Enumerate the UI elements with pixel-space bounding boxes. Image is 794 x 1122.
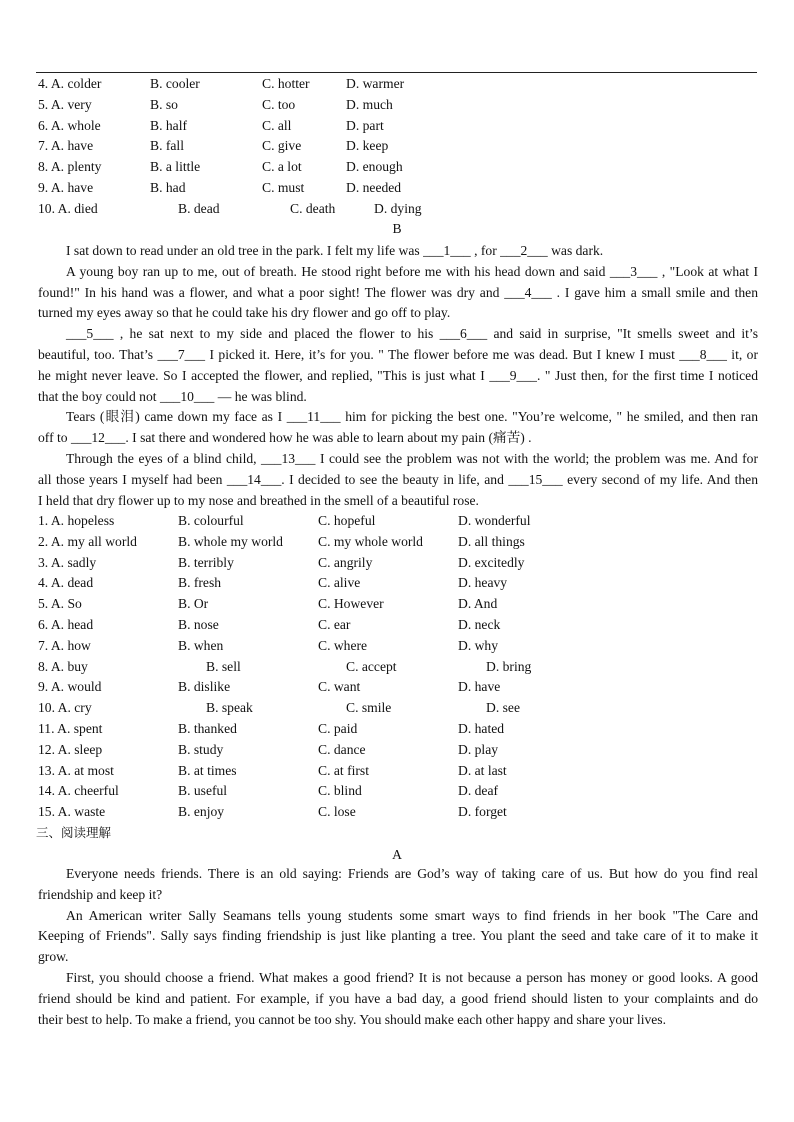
option-row	[0, 719, 794, 739]
option-choice: C. blind	[318, 783, 362, 799]
option-choice: D. all things	[458, 533, 525, 549]
paragraph-line: friendship and keep it?	[38, 886, 163, 902]
option-choice: 7. A. how	[38, 637, 91, 653]
option-choice: D. see	[486, 700, 520, 716]
option-choice: 12. A. sleep	[38, 741, 103, 757]
option-choice: 5. A. So	[38, 596, 82, 612]
option-choice: C. my whole world	[318, 533, 423, 549]
paragraph-line: friend should be kind and patient. For example, if you have a bad day, a good friend should listen to your complaints and do	[38, 990, 758, 1006]
option-choice: 2. A. my all world	[38, 533, 137, 549]
option-choice: B. study	[178, 741, 224, 757]
option-choice: D. keep	[346, 138, 389, 154]
option-choice: D. heavy	[458, 575, 508, 591]
option-choice: 8. A. plenty	[38, 159, 102, 175]
paragraph-line: turned my eyes away so that he could take his dry flower and go off to play.	[38, 305, 451, 321]
option-row	[0, 740, 794, 760]
option-choice: C. give	[262, 138, 302, 154]
option-choice: C. angrily	[318, 554, 373, 570]
option-choice: D. enough	[346, 159, 403, 175]
paragraph-line: beautiful, too. That’s ___7___ I picked it. Here, it’s for you. " The flower before me was dead. But I knew I must ___8___ it, or	[38, 346, 758, 362]
option-choice: C. lose	[318, 804, 356, 820]
option-choice: C. hopeful	[318, 513, 376, 528]
option-choice: C. accept	[346, 658, 397, 674]
option-choice: 3. A. sadly	[38, 554, 97, 570]
option-choice: 14. A. cheerful	[38, 783, 119, 799]
option-choice: C. hotter	[262, 76, 310, 91]
option-choice: B. Or	[178, 596, 209, 612]
option-choice: B. half	[150, 117, 187, 133]
option-choice: 8. A. buy	[38, 658, 88, 674]
option-choice: C. dance	[318, 741, 366, 757]
option-row	[0, 553, 794, 573]
option-choice: D. warmer	[346, 76, 405, 91]
option-choice: D. much	[346, 96, 393, 112]
option-choice: B. whole my world	[178, 533, 283, 549]
paragraph-line: Everyone needs friends. There is an old saying: Friends are God’s way of taking care of us. But how do you find real	[66, 866, 758, 881]
option-choice: C. too	[262, 96, 296, 112]
option-choice: B. when	[178, 637, 224, 653]
option-row	[0, 573, 794, 593]
option-choice: D. part	[346, 117, 384, 133]
option-choice: 10. A. cry	[38, 700, 92, 716]
option-choice: C. want	[318, 679, 361, 695]
option-choice: D. wonderful	[458, 513, 531, 528]
paragraph-line: he might never leave. So I accepted the flower, and replied, "This is just what I ___9___. " Just then, for the first time I noticed	[38, 367, 758, 383]
option-row	[0, 657, 794, 677]
option-choice: D. at last	[458, 762, 507, 778]
option-row	[0, 116, 794, 136]
option-choice: B. had	[150, 180, 186, 195]
paragraph-line: their best to help. To make a friend, you cannot be too shy. You should make each other happy and share your lives.	[38, 1011, 666, 1027]
option-choice: C. a lot	[262, 159, 302, 175]
option-choice: B. thanked	[178, 721, 237, 736]
option-choice: 9. A. have	[38, 180, 94, 195]
option-choice: D. forget	[458, 804, 507, 820]
option-choice: B. enjoy	[178, 804, 225, 820]
paragraph-line: off to ___12___. I sat there and wondered how he was able to learn about my pain (痛苦) .	[38, 430, 532, 446]
option-choice: C. ear	[318, 617, 351, 632]
paragraph-line: I held that dry flower up to my nose and breathed in the smell of a beautiful rose.	[38, 492, 479, 508]
option-row	[0, 636, 794, 656]
option-choice: D. needed	[346, 180, 402, 195]
paragraph-line: grow.	[38, 949, 69, 965]
option-choice: C. alive	[318, 575, 361, 591]
option-choice: D. excitedly	[458, 554, 525, 570]
option-choice: 4. A. dead	[38, 575, 94, 591]
paragraph-line: First, you should choose a friend. What makes a good friend? It is not because a person has money or good looks. A good	[66, 969, 758, 985]
paragraph-line: found!" In his hand was a flower, and what a poor sight! The flower was dry and ___4___ . I gave him a small smile and then	[38, 284, 758, 300]
option-choice: C. must	[262, 180, 305, 195]
option-choice: 1. A. hopeless	[38, 513, 115, 528]
option-choice: 6. A. whole	[38, 117, 101, 133]
option-choice: C. where	[318, 637, 368, 653]
option-choice: D. And	[458, 596, 498, 612]
option-choice: 13. A. at most	[38, 762, 114, 778]
option-choice: D. deaf	[458, 783, 499, 799]
section-3-heading: 三、阅读理解	[36, 825, 112, 840]
option-choice: 15. A. waste	[38, 804, 106, 820]
option-choice: D. have	[458, 679, 501, 695]
option-choice: C. death	[290, 200, 336, 216]
option-choice: C. all	[262, 117, 292, 133]
option-choice: 6. A. head	[38, 617, 94, 632]
option-choice: D. hated	[458, 721, 505, 736]
paragraph-line: Through the eyes of a blind child, ___13___ I could see the problem was not with the world; the problem was me. And for	[66, 450, 758, 466]
option-row	[0, 178, 794, 198]
option-choice: 7. A. have	[38, 138, 94, 154]
paragraph-line: ___5___ , he sat next to my side and placed the flower to his ___6___ and said in surprise, "It smells sweet and it’s	[66, 326, 758, 342]
passage-b	[38, 241, 758, 511]
option-choice: B. sell	[206, 658, 241, 674]
header-rule	[36, 72, 757, 73]
option-choice: D. bring	[486, 658, 532, 674]
section-b-label: B	[392, 221, 402, 236]
option-row	[0, 615, 794, 635]
paragraph-line: all those years I myself had been ___14___. I decided to see the beauty in life, and ___15___ every second of my life. And then	[38, 471, 758, 487]
option-row	[0, 761, 794, 781]
option-choice: D. why	[458, 637, 499, 653]
option-row	[0, 781, 794, 801]
option-row	[0, 199, 794, 219]
option-row	[0, 157, 794, 177]
option-choice: B. a little	[150, 159, 201, 175]
option-row	[0, 136, 794, 156]
option-choice: D. neck	[458, 617, 501, 632]
option-row	[0, 95, 794, 115]
option-row	[0, 677, 794, 697]
option-row	[0, 532, 794, 552]
paragraph-line: Keeping of Friends". Sally says finding friendship is just like planting a tree. You plant the seed and take care of it to make it	[38, 928, 758, 944]
option-choice: C. smile	[346, 700, 392, 716]
option-choice: D. play	[458, 741, 499, 757]
option-choice: 5. A. very	[38, 96, 92, 112]
section-a-label: A	[392, 847, 402, 862]
option-choice: 4. A. colder	[38, 76, 102, 91]
option-choice: B. fresh	[178, 575, 222, 591]
option-choice: B. fall	[150, 138, 184, 154]
paragraph-line: A young boy ran up to me, out of breath. He stood right before me with his head down and said ___3___ , "Look at what I	[66, 263, 758, 279]
option-choice: B. colourful	[178, 513, 244, 528]
passage-a	[38, 864, 758, 1030]
option-choice: B. dislike	[178, 679, 231, 695]
paragraph-line: Tears (眼泪) came down my face as I ___11___ him for picking the best one. "You’re welcome, " he smiled, and then ran	[66, 409, 758, 425]
option-choice: C. at first	[318, 762, 369, 778]
option-row	[0, 698, 794, 718]
paragraph-line: An American writer Sally Seamans tells young students some smart ways to find friends in her book "The Care and	[66, 907, 758, 923]
option-choice: C. paid	[318, 721, 358, 736]
option-row	[0, 594, 794, 614]
option-choice: B. useful	[178, 783, 228, 799]
option-row	[0, 74, 794, 94]
option-choice: B. nose	[178, 617, 219, 632]
option-choice: B. speak	[206, 700, 253, 716]
option-row	[0, 511, 794, 531]
option-choice: 9. A. would	[38, 679, 102, 695]
option-choice: B. so	[150, 96, 178, 112]
option-choice: B. at times	[178, 762, 237, 778]
option-choice: C. However	[318, 596, 384, 612]
option-choice: 10. A. died	[38, 200, 98, 216]
option-choice: D. dying	[374, 200, 422, 216]
option-row	[0, 802, 794, 822]
paragraph-line: that the boy could not ___10___ — he was blind.	[38, 388, 307, 404]
paragraph-line: I sat down to read under an old tree in the park. I felt my life was ___1___ , for ___2___ was dark.	[66, 243, 604, 258]
option-choice: B. cooler	[150, 76, 200, 91]
option-choice: B. dead	[178, 200, 220, 216]
option-choice: 11. A. spent	[38, 721, 103, 736]
option-choice: B. terribly	[178, 554, 234, 570]
